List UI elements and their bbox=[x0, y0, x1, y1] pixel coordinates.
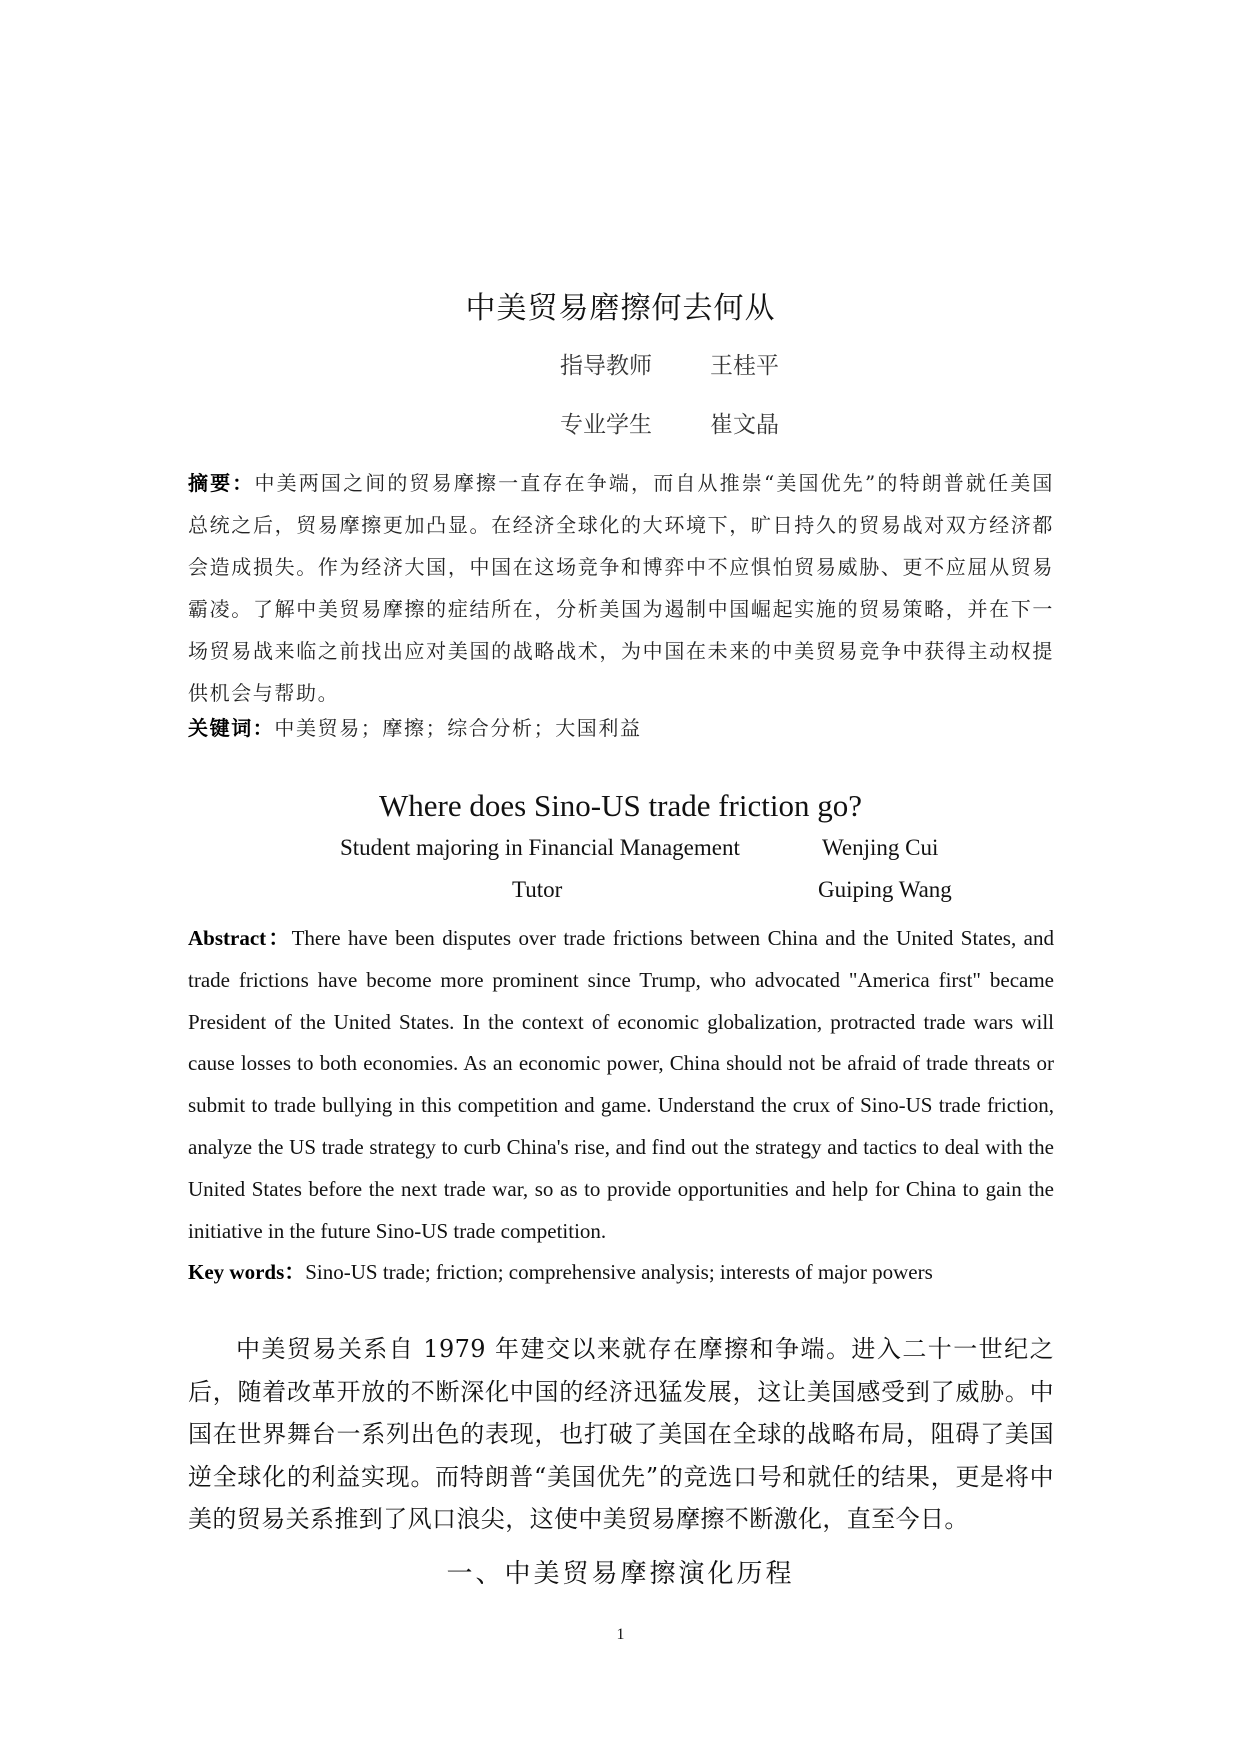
section-heading: 一、中美贸易摩擦演化历程 bbox=[446, 1559, 795, 1589]
tutor-en-name: Guiping Wang bbox=[818, 877, 952, 902]
keywords-cn-label: 关键词： bbox=[188, 716, 275, 740]
abstract-cn-text: 中美两国之间的贸易摩擦一直存在争端，而自从推崇“美国优先”的特朗普就任美国总统之后，贸易摩擦更加凸显。在经济全球化的大环境下，旷日持久的贸易战对双方经济都会造成损失。作为经济大国，中国在这场竞争和博弈中不应惧怕贸易威胁、更不应屈从贸易霸凌。了解中美贸易摩擦的症结所在，分析美国为遏制中国崛起实施的贸易策略，并在下一场贸易战来临之前找出应对美国的战略战术，为中国在未来的中美贸易竞争中获得主动权提供机会与帮助。 bbox=[188, 471, 1054, 705]
abstract-en-label: Abstract： bbox=[188, 926, 292, 950]
tutor-en-label: Tutor bbox=[512, 877, 563, 902]
advisor-line bbox=[560, 347, 779, 380]
paper-title-en: Where does Sino-US trade friction go? bbox=[379, 788, 862, 823]
page-number: 1 bbox=[616, 1626, 625, 1643]
student-en-name: Wenjing Cui bbox=[822, 835, 939, 860]
student-name: 崔文晶 bbox=[710, 412, 779, 438]
intro-paragraph: 中美贸易关系自 1979 年建交以来就存在摩擦和争端。进入二十一世纪之后，随着改革开放的不断深化中国的经济迅猛发展，这让美国感受到了威胁。中国在世界舞台一系列出色的表现，也打破了美国在全球的战略布局，阻碍了美国逆全球化的利益实现。而特朗普“美国优先”的竞选口号和就任的结果，更是将中美的贸易关系推到了风口浪尖，这使中美贸易摩擦不断激化，直至今日。 bbox=[188, 1335, 1054, 1533]
keywords-cn-text: 中美贸易；摩擦；综合分析；大国利益 bbox=[274, 716, 642, 740]
paper-title-cn: 中美贸易磨擦何去何从 bbox=[465, 291, 776, 326]
abstract-en bbox=[188, 918, 1054, 1252]
keywords-en bbox=[188, 1256, 1054, 1286]
student-en-label: Student majoring in Financial Management bbox=[340, 835, 740, 860]
keywords-en-label: Key words： bbox=[188, 1260, 306, 1284]
keywords-cn bbox=[188, 712, 1054, 741]
abstract-cn-label: 摘要： bbox=[188, 471, 255, 495]
abstract-cn bbox=[188, 462, 1054, 714]
abstract-en-text: There have been disputes over trade frictions between China and the United States, and trade frictions have become more prominent since Trump, who advocated "America first" became President of the United States. In the context of economic globalization, protracted trade wars will cause losses to both economies. As an economic power, China should not be afraid of trade threats or submit to trade bullying in this competition and game. Understand the crux of Sino-US trade friction, analyze the US trade strategy to curb China's rise, and find out the strategy and tactics to deal with the United States before the next trade war, so as to provide opportunities and help for China to gain the initiative in the future Sino-US trade competition. bbox=[188, 926, 1054, 1243]
student-label: 专业学生 bbox=[560, 412, 652, 438]
advisor-label: 指导教师 bbox=[560, 353, 652, 379]
advisor-name: 王桂平 bbox=[710, 353, 779, 379]
student-line bbox=[560, 406, 779, 439]
keywords-en-text: Sino-US trade; friction; comprehensive analysis; interests of major powers bbox=[305, 1260, 933, 1284]
